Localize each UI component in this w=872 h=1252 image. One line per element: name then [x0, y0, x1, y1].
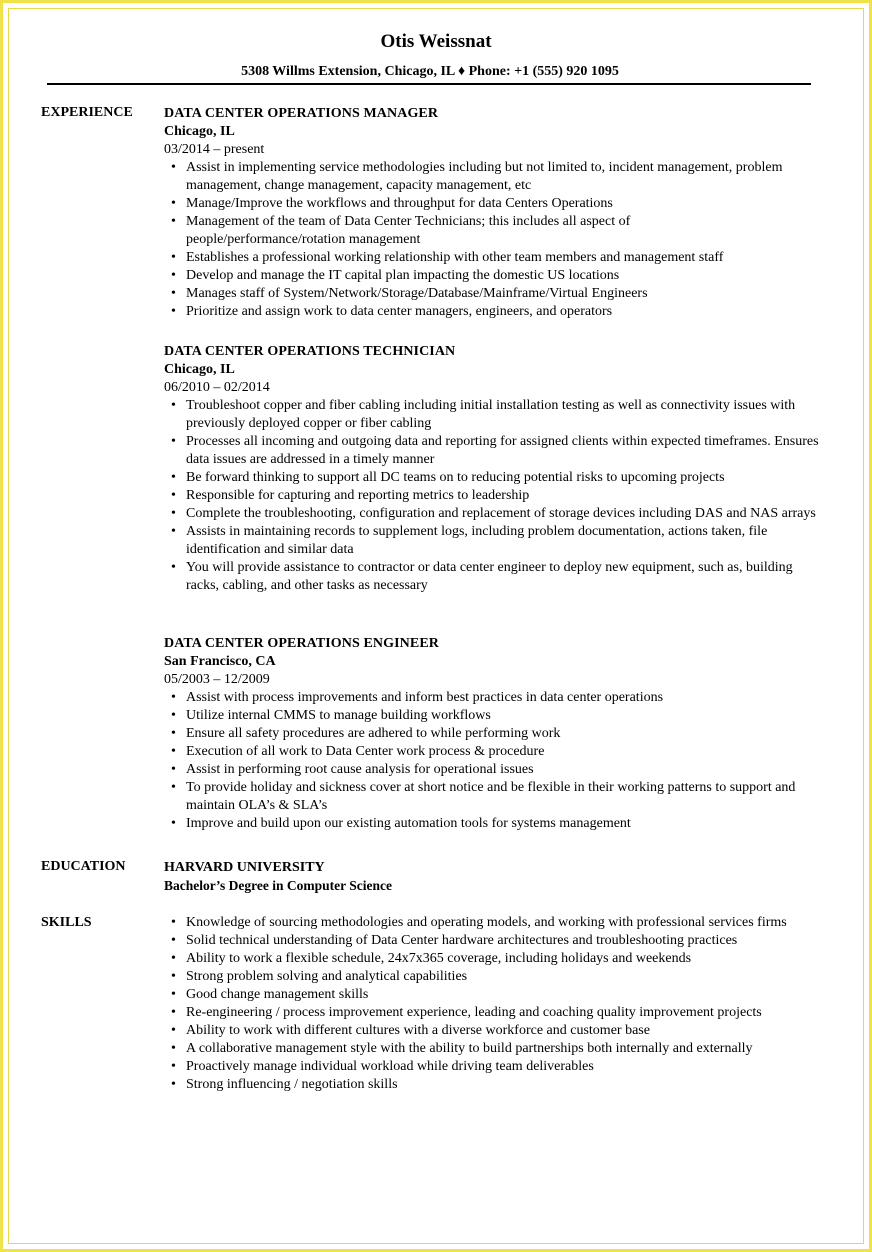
list-item: • A collaborative management style with the ability to build partnerships both internally and externally: [164, 1040, 824, 1058]
list-item: • Execution of all work to Data Center work process & procedure: [164, 743, 824, 761]
list-item: • Prioritize and assign work to data center managers, engineers, and operators: [164, 303, 824, 321]
job-entry-3: [164, 635, 824, 833]
list-item: • Improve and build upon our existing automation tools for systems management: [164, 815, 824, 833]
list-item: • Assist in performing root cause analysis for operational issues: [164, 761, 824, 779]
list-item: • Ensure all safety procedures are adhered to while performing work: [164, 725, 824, 743]
list-item: • Be forward thinking to support all DC teams on to reducing potential risks to upcoming projects: [164, 469, 824, 487]
list-item: • Troubleshoot copper and fiber cabling including initial installation testing as well as connectivity issues with previously deployed copper or fiber cabling: [164, 397, 824, 433]
list-item: • Re-engineering / process improvement experience, leading and coaching quality improvement projects: [164, 1004, 824, 1022]
skills-list: [164, 914, 824, 1094]
job-bullets: [164, 159, 824, 321]
education-label: EDUCATION: [41, 859, 126, 874]
education-entry: [164, 859, 824, 895]
list-item: • Complete the troubleshooting, configuration and replacement of storage devices including DAS and NAS arrays: [164, 505, 824, 523]
list-item: • Knowledge of sourcing methodologies and operating models, and working with professional services firms: [164, 914, 824, 932]
list-item: • Management of the team of Data Center Technicians; this includes all aspect of people/performance/rotation management: [164, 213, 824, 249]
job-title: DATA CENTER OPERATIONS ENGINEER: [164, 636, 439, 651]
list-item: • Establishes a professional working relationship with other team members and management staff: [164, 249, 824, 267]
job-entry-2: [164, 343, 824, 595]
list-item: • Manages staff of System/Network/Storage/Database/Mainframe/Virtual Engineers: [164, 285, 824, 303]
list-item: • Ability to work with different cultures with a diverse workforce and customer base: [164, 1022, 824, 1040]
skills-entry: [164, 914, 824, 1094]
list-item: • Manage/Improve the workflows and throughput for data Centers Operations: [164, 195, 824, 213]
job-dates: 03/2014 – present: [164, 142, 265, 157]
list-item: • Good change management skills: [164, 986, 824, 1004]
job-title: DATA CENTER OPERATIONS TECHNICIAN: [164, 344, 456, 359]
candidate-name: Otis Weissnat: [380, 31, 492, 52]
list-item: • Develop and manage the IT capital plan impacting the domestic US locations: [164, 267, 824, 285]
list-item: • Processes all incoming and outgoing data and reporting for assigned clients within expected timeframes. Ensures data issues are addressed in a timely manner: [164, 433, 824, 469]
list-item: • Utilize internal CMMS to manage building workflows: [164, 707, 824, 725]
list-item: • Ability to work a flexible schedule, 24x7x365 coverage, including holidays and weekends: [164, 950, 824, 968]
degree: Bachelor’s Degree in Computer Science: [164, 878, 392, 893]
job-location: Chicago, IL: [164, 362, 235, 377]
list-item: • Assist with process improvements and inform best practices in data center operations: [164, 689, 824, 707]
job-location: Chicago, IL: [164, 124, 235, 139]
list-item: • Strong problem solving and analytical capabilities: [164, 968, 824, 986]
list-item: • Strong influencing / negotiation skills: [164, 1076, 824, 1094]
job-dates: 06/2010 – 02/2014: [164, 380, 270, 395]
job-dates: 05/2003 – 12/2009: [164, 672, 270, 687]
list-item: • Solid technical understanding of Data Center hardware architectures and troubleshooting practices: [164, 932, 824, 950]
list-item: • Responsible for capturing and reporting metrics to leadership: [164, 487, 824, 505]
job-bullets: [164, 689, 824, 833]
list-item: • Assists in maintaining records to supplement logs, including problem documentation, actions taken, file identification and similar data: [164, 523, 824, 559]
skills-label: SKILLS: [41, 915, 92, 930]
header-divider: [47, 83, 811, 85]
list-item: • Assist in implementing service methodologies including but not limited to, incident management, problem management, change management, capacity management, etc: [164, 159, 824, 195]
experience-label: EXPERIENCE: [41, 105, 133, 120]
list-item: • You will provide assistance to contractor or data center engineer to deploy new equipment, such as, building racks, cabling, and other tasks as necessary: [164, 559, 824, 595]
job-bullets: [164, 397, 824, 595]
job-entry-1: [164, 105, 824, 321]
job-location: San Francisco, CA: [164, 654, 276, 669]
job-title: DATA CENTER OPERATIONS MANAGER: [164, 106, 439, 121]
list-item: • Proactively manage individual workload while driving team deliverables: [164, 1058, 824, 1076]
school-name: HARVARD UNIVERSITY: [164, 860, 325, 875]
list-item: • To provide holiday and sickness cover at short notice and be flexible in their working patterns to support and maintain OLA’s & SLA’s: [164, 779, 824, 815]
contact-line: 5308 Willms Extension, Chicago, IL ♦ Phone: +1 (555) 920 1095: [241, 64, 619, 79]
